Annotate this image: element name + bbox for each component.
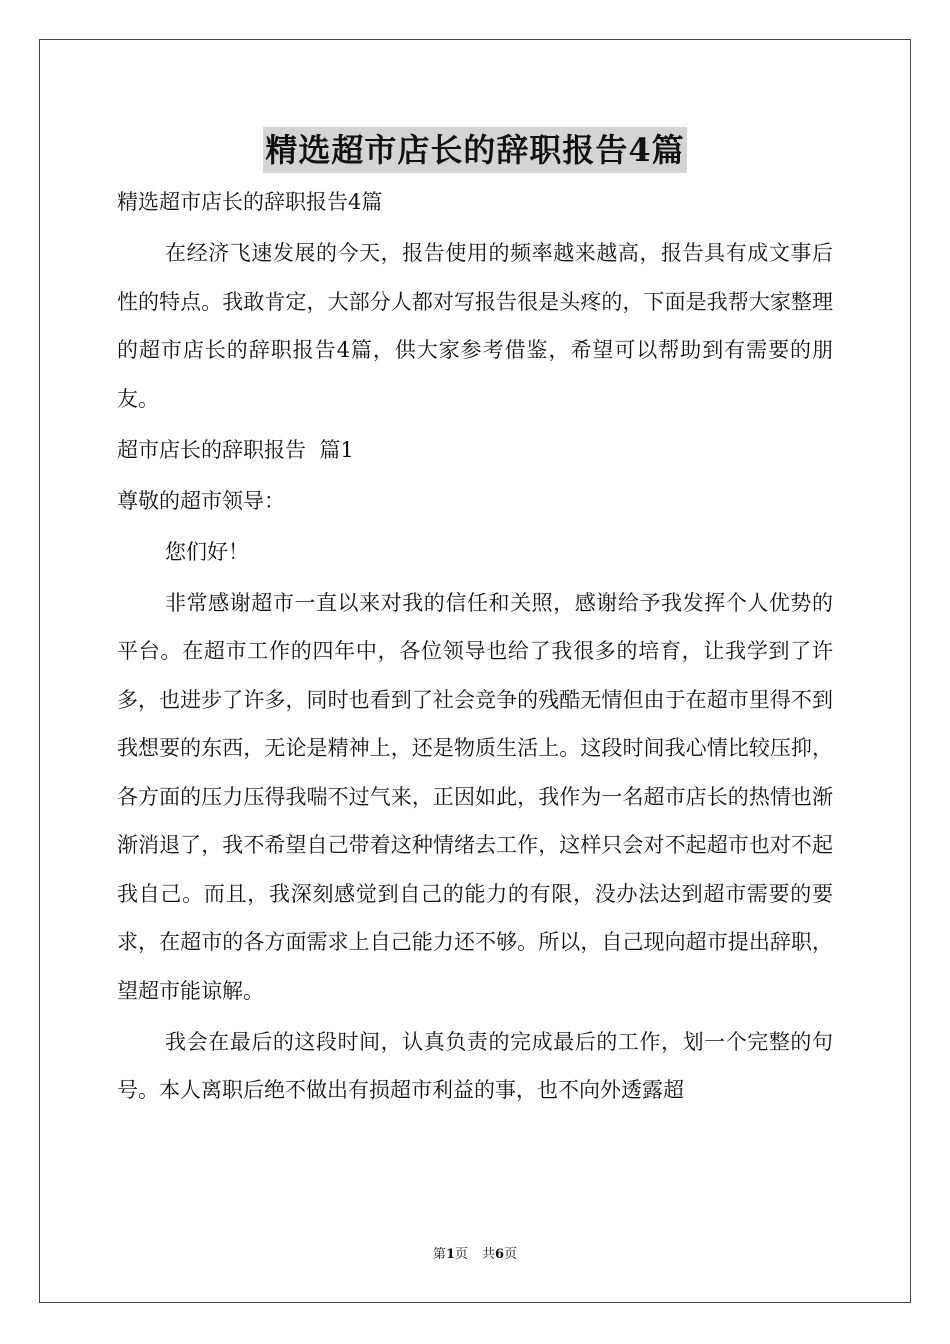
page-prefix: 第 [432, 1247, 446, 1262]
page-suffix: 页 [454, 1247, 468, 1262]
paragraph: 在经济飞速发展的今天，报告使用的频率越来越高，报告具有成文事后性的特点。我敢肯定，大部分人都对写报告很是头疼的，下面是我帮大家整理的超市店长的辞职报告4篇，供大家参考借鉴，希望可以帮助到有需要的朋友。 [117, 241, 833, 411]
total-suffix: 页 [504, 1247, 518, 1262]
total-prefix: 共 [482, 1247, 496, 1262]
paragraph: 超市店长的辞职报告 篇1 [117, 437, 354, 462]
paragraph: 非常感谢超市一直以来对我的信任和关照，感谢给予我发挥个人优势的平台。在超市工作的四年中，各位领导也给了我很多的培育，让我学到了许多，也进步了许多，同时也看到了社会竞争的残酷无情但由于在超市里得不到我想要的东西，无论是精神上，还是物质生活上。这段时间我心情比较压抑，各方面的压力压得我喘不过气来，正因如此，我作为一名超市店长的热情也渐渐消退了，我不希望自己带着这种情绪去工作，这样只会对不起超市也对不起我自己。而且，我深刻感觉到自己的能力的有限，没办法达到超市需要的要求，在超市的各方面需求上自己能力还不够。所以，自己现向超市提出辞职，望超市能谅解。 [117, 590, 833, 1003]
paragraph: 精选超市店长的辞职报告4篇 [117, 190, 383, 214]
page-number: 1 [445, 1247, 455, 1262]
document-title: 精选超市店长的辞职报告4篇 [263, 127, 686, 173]
page-footer [0, 1246, 950, 1264]
document-body [117, 178, 833, 1115]
title-container [0, 127, 950, 173]
total-pages: 6 [495, 1247, 505, 1262]
paragraph: 我会在最后的这段时间，认真负责的完成最后的工作，划一个完整的句号。本人离职后绝不做出有损超市利益的事，也不向外透露超 [117, 1029, 833, 1102]
paragraph: 尊敬的超市领导： [117, 488, 285, 513]
paragraph: 您们好！ [165, 539, 249, 564]
